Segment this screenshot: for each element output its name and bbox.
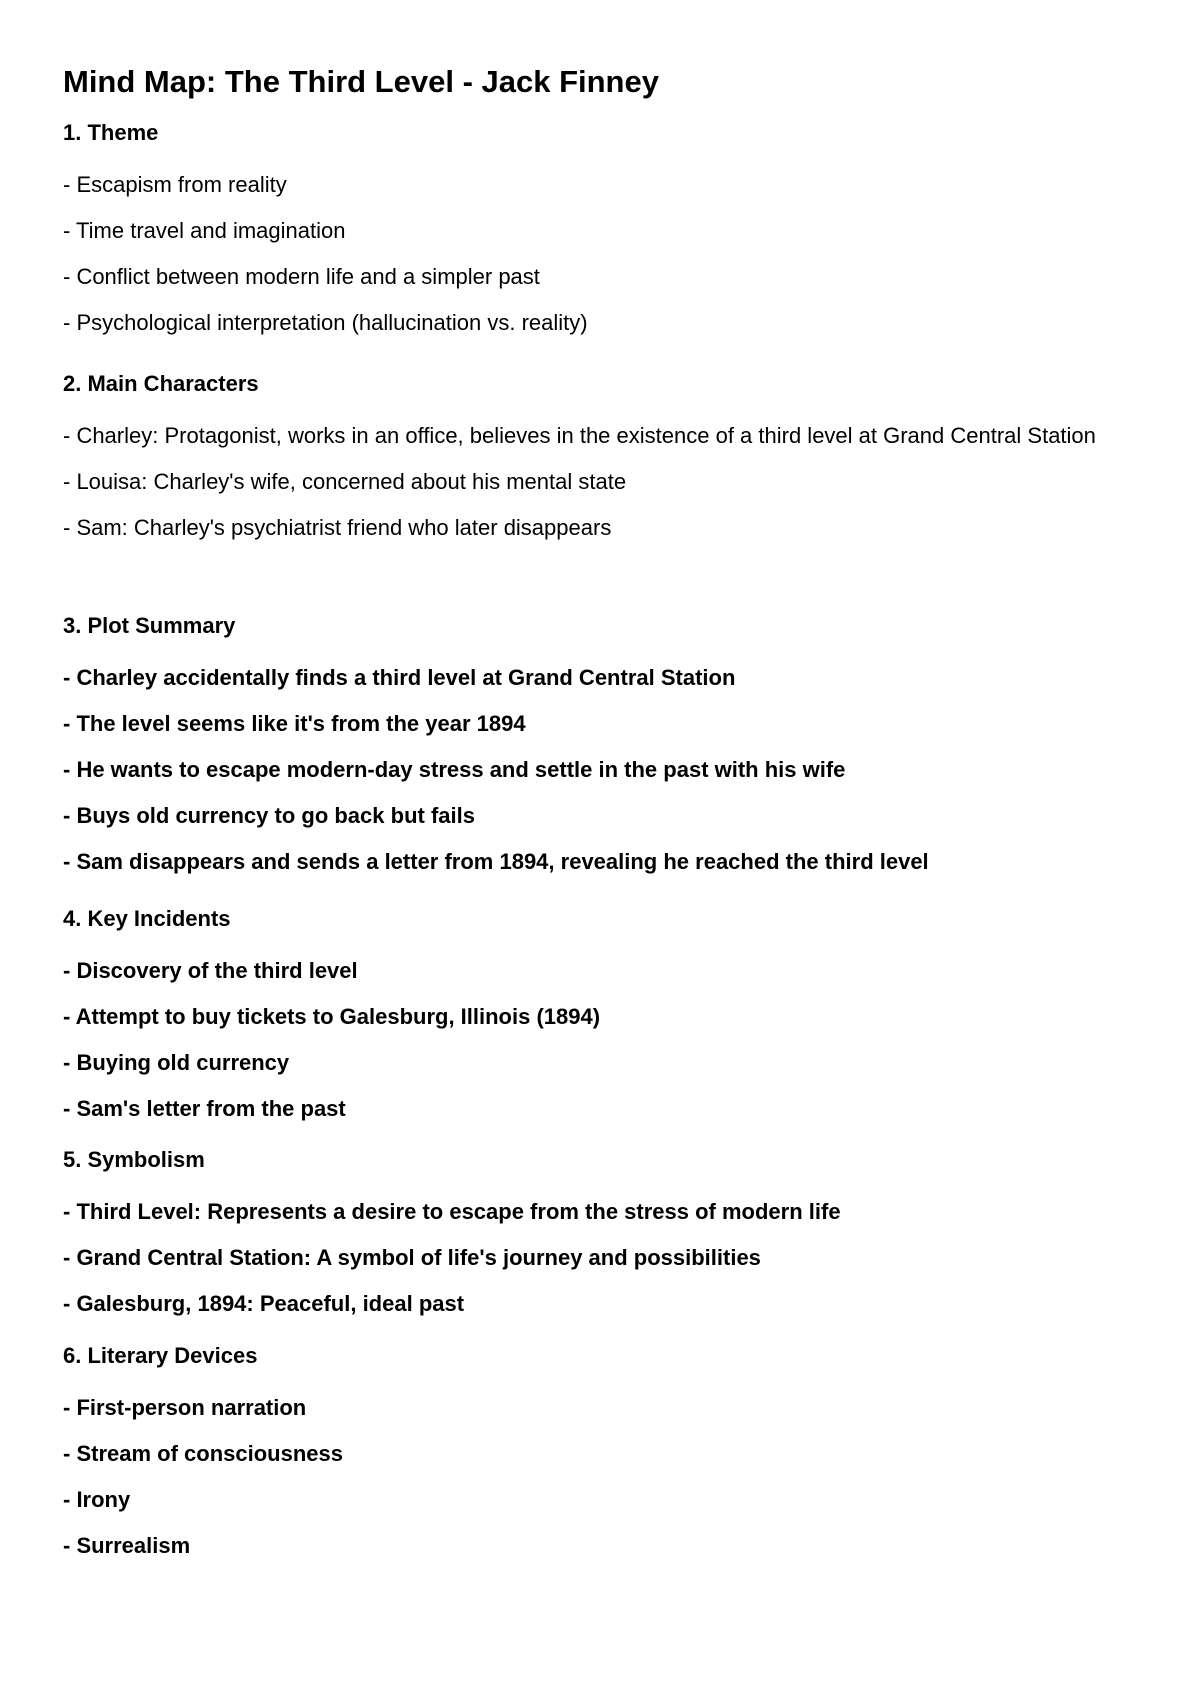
- plot-list: [63, 655, 1140, 885]
- section-key-incidents: [63, 902, 1140, 1132]
- list-item: - Galesburg, 1894: Peaceful, ideal past: [63, 1291, 465, 1316]
- list-item: - Irony: [63, 1487, 131, 1512]
- list-item: - Charley accidentally finds a third level at Grand Central Station: [63, 665, 736, 690]
- list-item: - Sam's letter from the past: [63, 1096, 346, 1121]
- list-item: - Sam disappears and sends a letter from 1894, revealing he reached the third level: [63, 849, 929, 874]
- section-heading-symbolism: 5. Symbolism: [63, 1147, 205, 1172]
- section-theme: [63, 116, 1140, 346]
- section-main-characters: [63, 367, 1140, 551]
- section-literary-devices: [63, 1339, 1140, 1569]
- section-plot-summary: [63, 609, 1140, 885]
- list-item: - Stream of consciousness: [63, 1441, 343, 1466]
- devices-list: [63, 1385, 1140, 1569]
- list-item: - Sam: Charley's psychiatrist friend who later disappears: [63, 515, 612, 540]
- list-item: - Grand Central Station: A symbol of life's journey and possibilities: [63, 1245, 761, 1270]
- section-heading-literary-devices: 6. Literary Devices: [63, 1343, 258, 1368]
- section-heading-key-incidents: 4. Key Incidents: [63, 906, 231, 931]
- list-item: - Louisa: Charley's wife, concerned about his mental state: [63, 469, 627, 494]
- list-item: - Attempt to buy tickets to Galesburg, Illinois (1894): [63, 1004, 601, 1029]
- list-item: - Discovery of the third level: [63, 958, 358, 983]
- symbolism-list: [63, 1189, 1140, 1327]
- list-item: - Psychological interpretation (hallucination vs. reality): [63, 310, 588, 335]
- incidents-list: [63, 948, 1140, 1132]
- section-heading-theme: 1. Theme: [63, 120, 159, 145]
- theme-list: [63, 162, 1140, 346]
- list-item: - He wants to escape modern-day stress and settle in the past with his wife: [63, 757, 846, 782]
- list-item: - Charley: Protagonist, works in an office, believes in the existence of a third level at Grand Central Station: [63, 423, 1096, 448]
- list-item: - First-person narration: [63, 1395, 307, 1420]
- list-item: - Surrealism: [63, 1533, 191, 1558]
- list-item: - Escapism from reality: [63, 172, 287, 197]
- list-item: - Conflict between modern life and a simpler past: [63, 264, 540, 289]
- list-item: - The level seems like it's from the year 1894: [63, 711, 526, 736]
- list-item: - Time travel and imagination: [63, 218, 346, 243]
- document-title: Mind Map: The Third Level - Jack Finney: [63, 64, 659, 99]
- section-heading-main-characters: 2. Main Characters: [63, 371, 259, 396]
- list-item: - Buys old currency to go back but fails: [63, 803, 475, 828]
- characters-list: [63, 413, 1140, 551]
- list-item: - Third Level: Represents a desire to escape from the stress of modern life: [63, 1199, 841, 1224]
- section-heading-plot-summary: 3. Plot Summary: [63, 613, 236, 638]
- list-item: - Buying old currency: [63, 1050, 290, 1075]
- section-symbolism: [63, 1143, 1140, 1327]
